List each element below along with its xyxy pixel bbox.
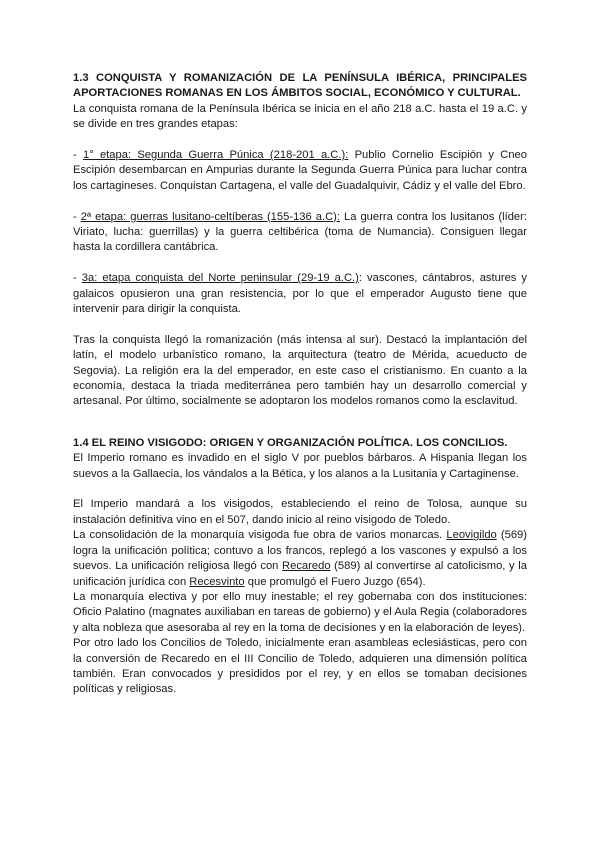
section-1-3-intro: La conquista romana de la Península Ibérica se inicia en el año 218 a.C. hasta el 19 a.C. y se divide en tres grandes etapas: — [73, 102, 527, 131]
p3-text-a: La consolidación de la monarquía visigoda fue obra de varios monarcas. — [73, 529, 447, 542]
section-heading-1-3: 1.3 CONQUISTA Y ROMANIZACIÓN DE LA PENÍNSULA IBÉRICA, PRINCIPALES APORTACIONES ROMANAS EN LOS ÁMBITOS SOCIAL, ECONÓMICO Y CULTURAL. — [73, 72, 527, 100]
stage-3-title: 3a: etapa conquista del Norte peninsular (29-19 a.C.) — [81, 272, 359, 285]
p3-text-c: (589) al convertirse al catolicismo, y la unificación jurídica con — [73, 560, 527, 588]
stage-2-text: La guerra contra los lusitanos (líder: Viriato, lucha: guerrillas) y la guerra celtibérica (toma de Numancia). Consiguen llegar hasta la cordillera cantábrica. — [73, 210, 527, 254]
king-leovigildo: Leovigildo — [446, 529, 497, 542]
romanization-paragraph: Tras la conquista llegó la romanización (más intensa al sur). Destacó la implantación del latín, el modelo urbanístico romano, la arquitectura (teatro de Mérida, acueducto de Segovia). La religión era la del emperador, en este caso el cristianismo. En cuanto a la economía, destaca la triada mediterránea pero también hay un desarrollo comercial y artesanal. Por último, socialmente se adoptaron los modelos romanos como la esclavitud. — [73, 333, 527, 408]
stage-1-dash: - — [73, 149, 83, 162]
stage-1-text: Publio Cornelio Escipión y Cneo Escipión desembarcan en Ampurias durante la Segunda Guerra Púnica para luchar contra los cartagineses. Conquistan Cartagena, el valle del Guadalquivir, Cádiz y el valle del Ebro. — [73, 149, 527, 192]
section-1-4-paragraph-1: El Imperio romano es invadido en el siglo V por pueblos bárbaros. A Hispania llegan los suevos a la Gallaecia, los vándalos a la Bética, y los alanos a la Lusitania y Cartaginense. — [73, 452, 527, 480]
section-heading-1-4: 1.4 EL REINO VISIGODO: ORIGEN Y ORGANIZACIÓN POLÍTICA. LOS CONCILIOS. — [73, 436, 508, 449]
stage-3-paragraph — [73, 271, 527, 317]
stage-3-dash: - — [73, 272, 82, 285]
stage-3-text: : vascones, cántabros, astures y galaicos opusieron una gran resistencia, por lo que el emperador Augusto tiene que intervenir para dirigir la conquista. — [73, 272, 528, 316]
king-recaredo: Recaredo — [282, 560, 331, 573]
p3-text-b: (569) logra la unificación política; contuvo a los francos, replegó a los vascones y expulsó a los suevos. La unificación religiosa llegó con — [73, 529, 527, 573]
stage-1-paragraph — [73, 148, 527, 194]
p3-text-d: que promulgó el Fuero Juzgo (654). — [244, 575, 426, 588]
stage-2-dash: - — [73, 210, 81, 223]
section-1-4-paragraph-5: Por otro lado los Concilios de Toledo, inicialmente eran asambleas eclesiásticas, pero con la conversión de Recaredo en el III Concilio de Toledo, adquieren una dimensión política también. Eran convocados y presididos por el rey, y en ellos se tomaban decisiones políticas y religiosas. — [73, 637, 527, 696]
stage-2-paragraph — [73, 210, 527, 256]
stage-1-title: 1° etapa: Segunda Guerra Púnica (218-201 a.C.): — [83, 149, 349, 162]
section-1-4-paragraph-2: El Imperio mandará a los visigodos, estableciendo el reino de Tolosa, aunque su instalación definitiva vino en el 507, dando inicio al reino visigodo de Toledo. — [73, 498, 527, 526]
stage-2-title: 2ª etapa: guerras lusitano-celtíberas (155-136 a.C): — [80, 210, 340, 223]
document-page — [73, 71, 527, 698]
section-1-4-paragraph-4: La monarquía electiva y por ello muy inestable; el rey gobernaba con dos instituciones: Oficio Palatino (magnates auxiliaban en tareas de gobierno) y el Aula Regia (colaboradores y alta nobleza que asesoraba al rey en la toma de decisiones y en la elaboración de leyes). — [73, 590, 527, 634]
king-recesvinto: Recesvinto — [189, 575, 245, 588]
section-1-4-paragraph-3 — [73, 528, 527, 590]
